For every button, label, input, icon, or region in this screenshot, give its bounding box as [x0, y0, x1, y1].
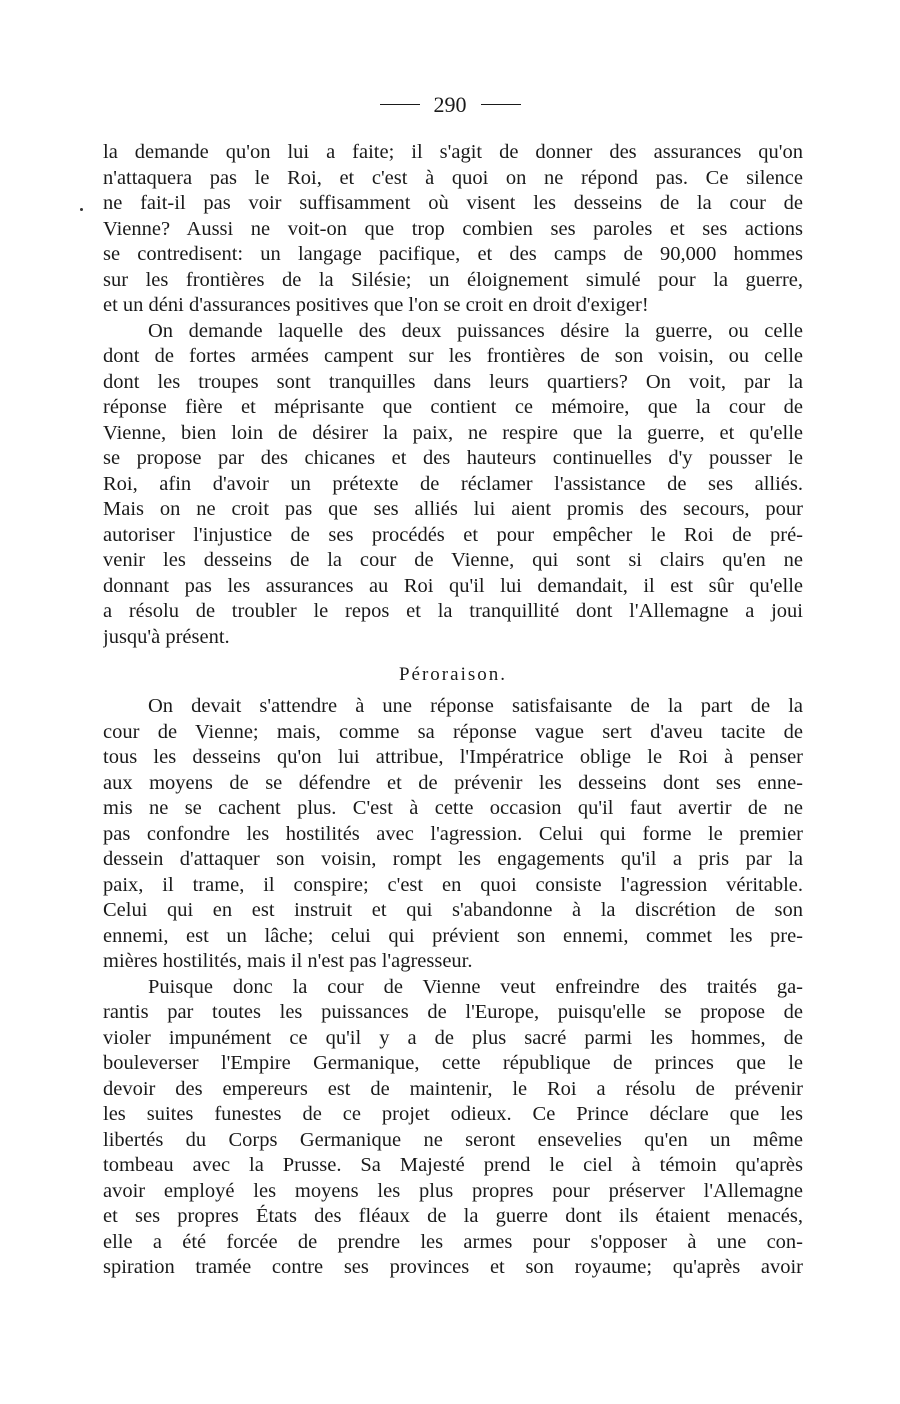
text-line: tous les desseins qu'on lui attribue, l'Impératrice oblige le Roi à penser	[103, 746, 803, 768]
text-line: jusqu'à présent.	[103, 625, 230, 648]
text-line: On demande laquelle des deux puissances désire la guerre, ou celle	[148, 319, 803, 342]
text-line: Vienne, bien loin de désirer la paix, ne respire que la guerre, et qu'elle	[103, 421, 803, 444]
paragraph	[103, 694, 803, 975]
page-header	[0, 90, 900, 120]
text-line: On devait s'attendre à une réponse satisfaisante de la part de la	[148, 695, 803, 717]
text-line: devoir des empereurs est de maintenir, le Roi a résolu de prévenir	[103, 1077, 803, 1100]
text-line: Celui qui en est instruit et qui s'abandonne à la discrétion de son	[103, 899, 803, 921]
text-line: n'attaquera pas le Roi, et c'est à quoi on ne répond pas. Ce silence	[103, 166, 803, 189]
text-line: elle a été forcée de prendre les armes pour s'opposer à une con-	[103, 1230, 803, 1253]
paragraph	[103, 319, 803, 651]
text-line: paix, il trame, il conspire; c'est en quoi consiste l'agression véritable.	[103, 873, 803, 896]
text-line: se propose par des chicanes et des hauteurs continuelles d'y pousser le	[103, 447, 803, 469]
text-line: autoriser l'injustice de ses procédés et pour empêcher le Roi de pré-	[103, 523, 803, 546]
text-line: a résolu de troubler le repos et la tranquillité dont l'Allemagne a joui	[103, 600, 803, 622]
margin-mark	[80, 208, 83, 211]
text-line: Vienne? Aussi ne voit-on que trop combien ses paroles et ses actions	[103, 217, 803, 240]
text-line: rantis par toutes les puissances de l'Europe, puisqu'elle se propose de	[103, 1001, 803, 1023]
text-line: spiration tramée contre ses provinces et son royaume; qu'après avoir	[103, 1256, 803, 1278]
text-line: venir les desseins de la cour de Vienne, qui sont si clairs qu'en ne	[103, 549, 803, 571]
text-line: et un déni d'assurances positives que l'on se croit en droit d'exiger!	[103, 294, 649, 316]
text-line: sur les frontières de la Silésie; un éloignement simulé pour la guerre,	[103, 268, 803, 291]
text-line: Roi, afin d'avoir un prétexte de réclamer l'assistance de ses alliés.	[103, 472, 803, 495]
text-line: dont les troupes sont tranquilles dans leurs quartiers? On voit, par la	[103, 370, 803, 393]
text-line: mis ne se cachent plus. C'est à cette occasion qu'il faut avertir de ne	[103, 797, 803, 819]
header-dash-right	[481, 104, 521, 105]
text-line: avoir employé les moyens les plus propres pour préserver l'Allemagne	[103, 1179, 803, 1202]
paragraph	[103, 140, 803, 319]
text-line: dessein d'attaquer son voisin, rompt les engagements qu'il a pris par la	[103, 848, 803, 870]
section-heading: Péroraison.	[398, 664, 507, 685]
text-line: les suites funestes de ce projet odieux. Ce Prince déclare que les	[103, 1103, 803, 1125]
page-number: 290	[433, 92, 467, 117]
paragraph	[103, 975, 803, 1281]
text-line: ne fait-il pas voir suffisamment où visent les desseins de la cour de	[103, 192, 803, 214]
text-line: ennemi, est un lâche; celui qui prévient son ennemi, commet les pre-	[103, 924, 803, 947]
text-line: pas confondre les hostilités avec l'agression. Celui qui forme le premier	[103, 822, 803, 845]
text-line: bouleverser l'Empire Germanique, cette république de princes que le	[103, 1052, 803, 1074]
text-line: et ses propres États des fléaux de la guerre dont ils étaient menacés,	[103, 1205, 803, 1227]
text-line: mières hostilités, mais il n'est pas l'agresseur.	[103, 950, 473, 972]
text-line: réponse fière et méprisante que contient ce mémoire, que la cour de	[103, 396, 803, 418]
text-line: libertés du Corps Germanique ne seront ensevelies qu'en un même	[103, 1128, 803, 1151]
text-line: se contredisent: un langage pacifique, et des camps de 90,000 hommes	[103, 243, 803, 265]
text-line: dont de fortes armées campent sur les frontières de son voisin, ou celle	[103, 345, 803, 367]
body-text	[103, 140, 803, 1281]
text-line: la demande qu'on lui a faite; il s'agit de donner des assurances qu'on	[103, 141, 803, 163]
text-line: tombeau avec la Prusse. Sa Majesté prend le ciel à témoin qu'après	[103, 1154, 803, 1176]
text-line: violer impunément ce qu'il y a de plus sacré parmi les hommes, de	[103, 1026, 803, 1049]
text-line: aux moyens de se défendre et de prévenir les desseins dont ses enne-	[103, 771, 803, 794]
text-line: donnant pas les assurances au Roi qu'il lui demandait, il est sûr qu'elle	[103, 574, 803, 597]
text-line: cour de Vienne; mais, comme sa réponse vague sert d'aveu tacite de	[103, 720, 803, 743]
text-line: Puisque donc la cour de Vienne veut enfreindre des traités ga-	[148, 975, 803, 998]
text-line: Mais on ne croit pas que ses alliés lui aient promis des secours, pour	[103, 498, 803, 520]
header-dash-left	[380, 104, 420, 105]
